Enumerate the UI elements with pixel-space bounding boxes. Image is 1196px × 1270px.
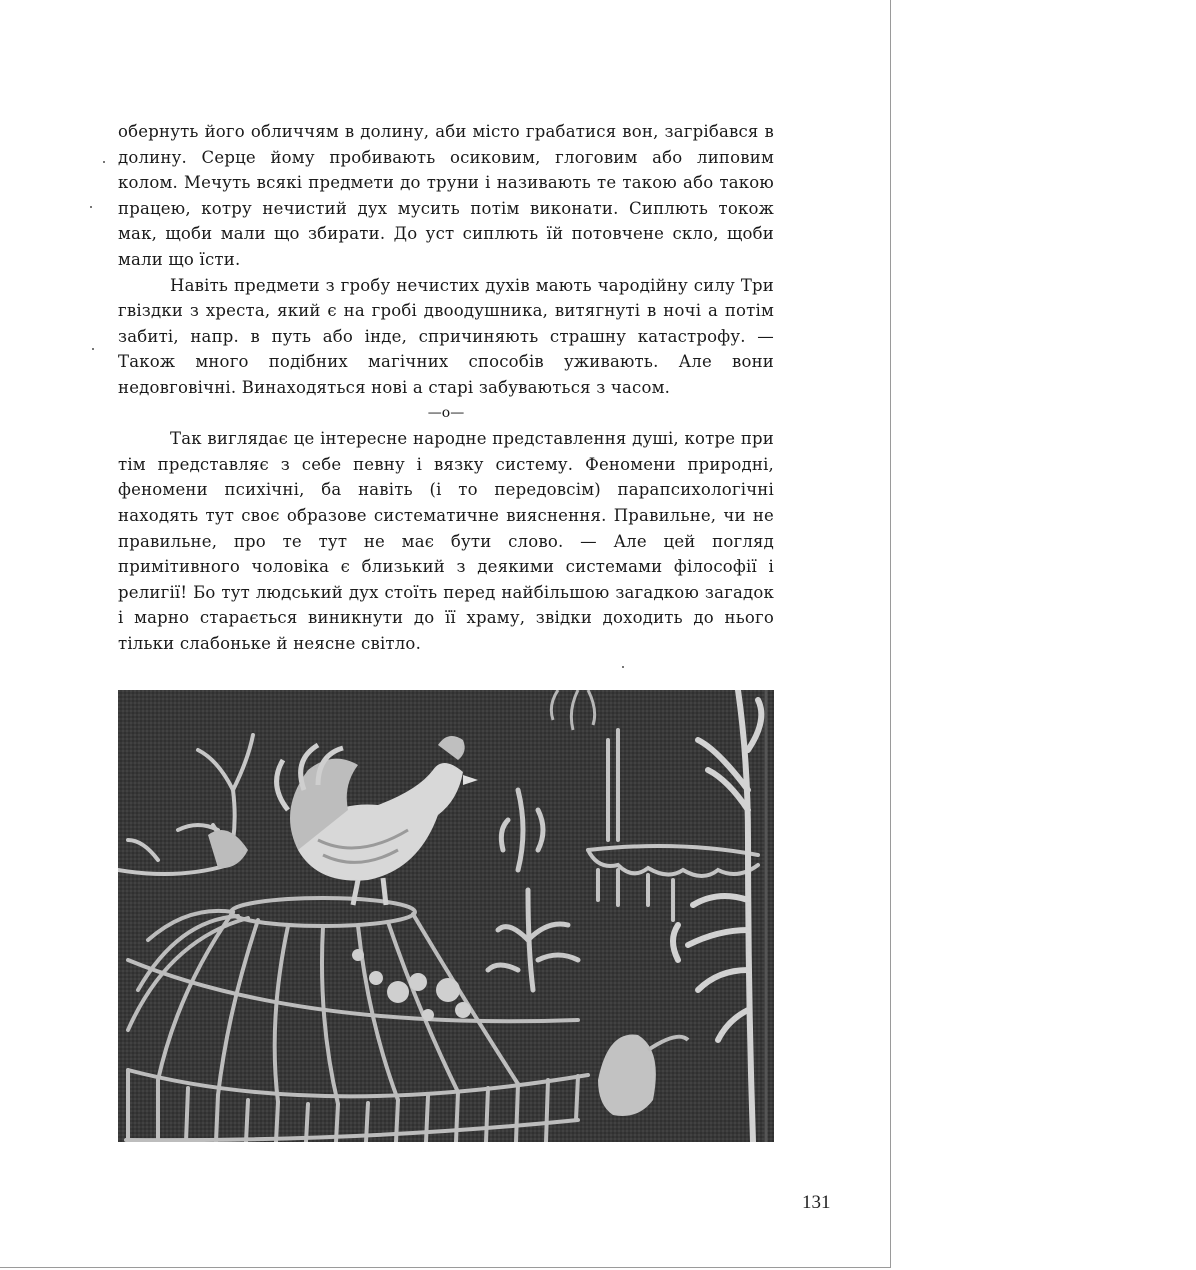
body-text xyxy=(118,119,774,656)
section-divider: —о— xyxy=(427,404,465,421)
paragraph-1: обернуть його обличчям в долину, аби місто грабатися вон, загрібався в долину. Серце йому пробивають осиковим, глоговим або липовим колом. Мечуть всякі предмети до труни і називають те такою або такою працею, котру нечистий дух мусить потім виконати. Сиплють токож мак, щоби мали що збирати. До уст сиплють їй потовчене скло, щоби мали що їсти. xyxy=(118,122,774,269)
scan-speck xyxy=(90,206,92,208)
scan-speck xyxy=(103,161,105,163)
scan-speck xyxy=(622,666,624,668)
page-number: 131 xyxy=(802,1192,831,1213)
embroidery-illustration xyxy=(118,690,774,1142)
embroidery-photo xyxy=(118,690,774,1142)
paragraph-2: Навіть предмети з гробу нечистих духів мають чародійну силу Три гвіздки з хреста, який є на гробі двоодушника, витягнуті в ночі а потім забиті, напр. в путь або інде, спричиняють страшну катастрофу. — Також много подібних магічних способів уживають. Але вони недовговічні. Винаходяться нові а старі забуваються з часом. xyxy=(118,275,774,397)
scan-speck xyxy=(92,348,94,350)
paragraph-3: Так виглядає це інтересне народне представлення душі, котре при тім представляє з себе певну і вязку систему. Феномени природні, феномени психічні, ба навіть (і то передовсім) парапсихологічні находять тут своє образове систематичне вияснення. Правильне, чи не правильне, про те тут не має бути слово. — Але цей погляд примітивного чоловіка є близький з деякими системами філософії і религії! Бо тут людський дух стоїть перед найбільшою загадкою загадок і марно старається виникнути до її храму, звідки доходить до нього тільки слабоньке й неясне світло. xyxy=(118,429,774,653)
